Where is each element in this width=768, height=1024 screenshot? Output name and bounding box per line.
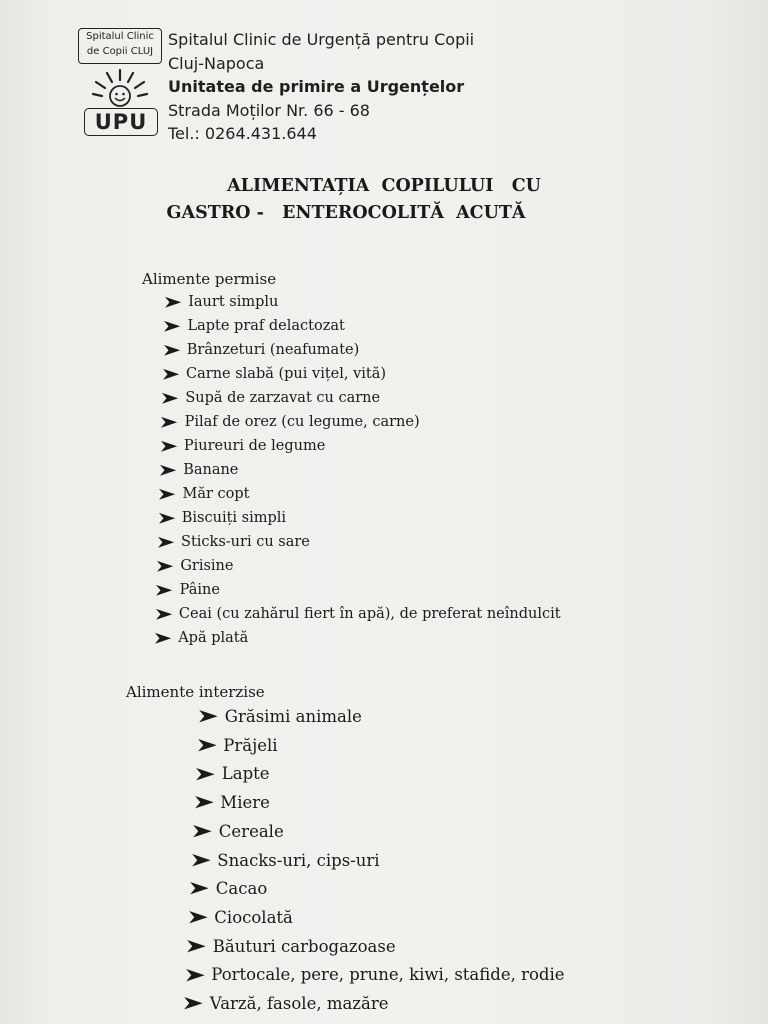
list-item (162, 366, 386, 382)
address: Strada Moților Nr. 66 - 68 (168, 100, 370, 120)
list-item-text: Grăsimi animale (224, 707, 362, 726)
arrowhead-bullet-icon (163, 344, 181, 357)
list-item-text: Banane (183, 462, 239, 478)
list-item (158, 486, 249, 502)
arrowhead-bullet-icon (189, 881, 210, 895)
arrowhead-bullet-icon (194, 795, 215, 809)
document-title-line-1: ALIMENTAȚIA COPILULUI CU (227, 176, 541, 196)
list-item-text: Miere (220, 793, 270, 813)
logo-line-2: de Copii CLUJ (86, 46, 154, 57)
list-item (158, 510, 286, 526)
list-item-text: Grisine (180, 558, 234, 574)
arrowhead-bullet-icon (192, 824, 213, 838)
list-item-text: Supă de zarzavat cu carne (185, 390, 381, 406)
arrowhead-bullet-icon (188, 910, 209, 924)
logo-badge: UPU (84, 108, 158, 136)
list-item (154, 630, 248, 646)
list-item-text: Snacks-uri, cips-uri (217, 850, 380, 870)
list-item-text: Biscuiți simpli (181, 510, 287, 526)
sun-children-icon (90, 66, 150, 108)
arrowhead-bullet-icon (163, 320, 181, 333)
arrowhead-bullet-icon (157, 536, 175, 549)
list-item-text: Varză, fasole, mazăre (209, 994, 389, 1013)
list-item-text: Pâine (179, 582, 220, 598)
list-item-text: Ciocolată (214, 907, 293, 927)
header-text (168, 28, 474, 146)
list-item (160, 438, 326, 454)
forbidden-foods-label: Alimente interzise (126, 683, 265, 701)
allowed-foods-label: Alimente permise (142, 270, 277, 288)
list-item (157, 534, 310, 550)
logo-line-1: Spitalul Clinic (86, 31, 154, 42)
list-item-text: Sticks-uri cu sare (181, 534, 310, 550)
list-item-text: Ceai (cu zahărul fiert în apă), de preferat neîndulcit (178, 606, 561, 622)
list-item (161, 390, 380, 406)
list-item (189, 879, 267, 898)
list-item (185, 965, 565, 984)
list-item (163, 342, 360, 358)
list-item (156, 558, 233, 574)
arrowhead-bullet-icon (195, 767, 216, 781)
list-item (192, 822, 284, 841)
arrowhead-bullet-icon (197, 738, 218, 752)
list-item (197, 736, 278, 755)
list-item (186, 937, 396, 956)
city: Cluj-Napoca (168, 53, 265, 73)
list-item (194, 793, 270, 812)
hospital-name: Spitalul Clinic de Urgență pentru Copii (168, 30, 475, 49)
arrowhead-bullet-icon (156, 560, 174, 573)
list-item-text: Băuturi carbogazoase (212, 936, 396, 956)
unit-name: Unitatea de primire a Urgențelor (168, 77, 465, 96)
list-item (183, 994, 389, 1013)
logo-text-box (78, 28, 162, 64)
list-item (195, 764, 270, 783)
list-item-text: Pilaf de orez (cu legume, carne) (184, 414, 420, 430)
arrowhead-bullet-icon (155, 584, 173, 597)
arrowhead-bullet-icon (198, 709, 219, 723)
list-item-text: Cereale (218, 821, 284, 841)
list-item-text: Lapte (221, 764, 270, 784)
arrowhead-bullet-icon (185, 968, 206, 982)
arrowhead-bullet-icon (158, 512, 176, 525)
list-item (160, 414, 419, 430)
list-item (191, 851, 380, 870)
list-item (155, 582, 220, 598)
list-item (155, 606, 561, 622)
arrowhead-bullet-icon (159, 464, 177, 477)
list-item (164, 294, 278, 310)
list-item-text: Cacao (215, 879, 268, 899)
arrowhead-bullet-icon (160, 440, 178, 453)
document-title-line-2: GASTRO - ENTEROCOLITĂ ACUTĂ (166, 203, 526, 223)
list-item-text: Lapte praf delactozat (187, 318, 345, 334)
hospital-logo (78, 28, 162, 136)
arrowhead-bullet-icon (160, 416, 178, 429)
list-item (163, 318, 345, 334)
arrowhead-bullet-icon (164, 296, 182, 309)
arrowhead-bullet-icon (158, 488, 176, 501)
phone: Tel.: 0264.431.644 (168, 124, 317, 143)
arrowhead-bullet-icon (161, 392, 179, 405)
arrowhead-bullet-icon (162, 368, 180, 381)
arrowhead-bullet-icon (186, 939, 207, 953)
list-item (188, 908, 293, 927)
arrowhead-bullet-icon (155, 608, 173, 621)
list-item-text: Portocale, pere, prune, kiwi, stafide, rodie (211, 965, 565, 985)
arrowhead-bullet-icon (191, 853, 212, 867)
list-item-text: Prăjeli (223, 735, 278, 755)
list-item-text: Carne slabă (pui vițel, vită) (186, 366, 387, 382)
arrowhead-bullet-icon (154, 632, 172, 645)
arrowhead-bullet-icon (183, 996, 204, 1010)
list-item (198, 707, 362, 726)
list-item-text: Măr copt (182, 486, 250, 502)
list-item-text: Apă plată (178, 630, 249, 646)
list-item-text: Piureuri de legume (183, 438, 326, 454)
list-item-text: Iaurt simplu (188, 294, 279, 310)
list-item-text: Brânzeturi (neafumate) (186, 342, 360, 358)
list-item (159, 462, 238, 478)
